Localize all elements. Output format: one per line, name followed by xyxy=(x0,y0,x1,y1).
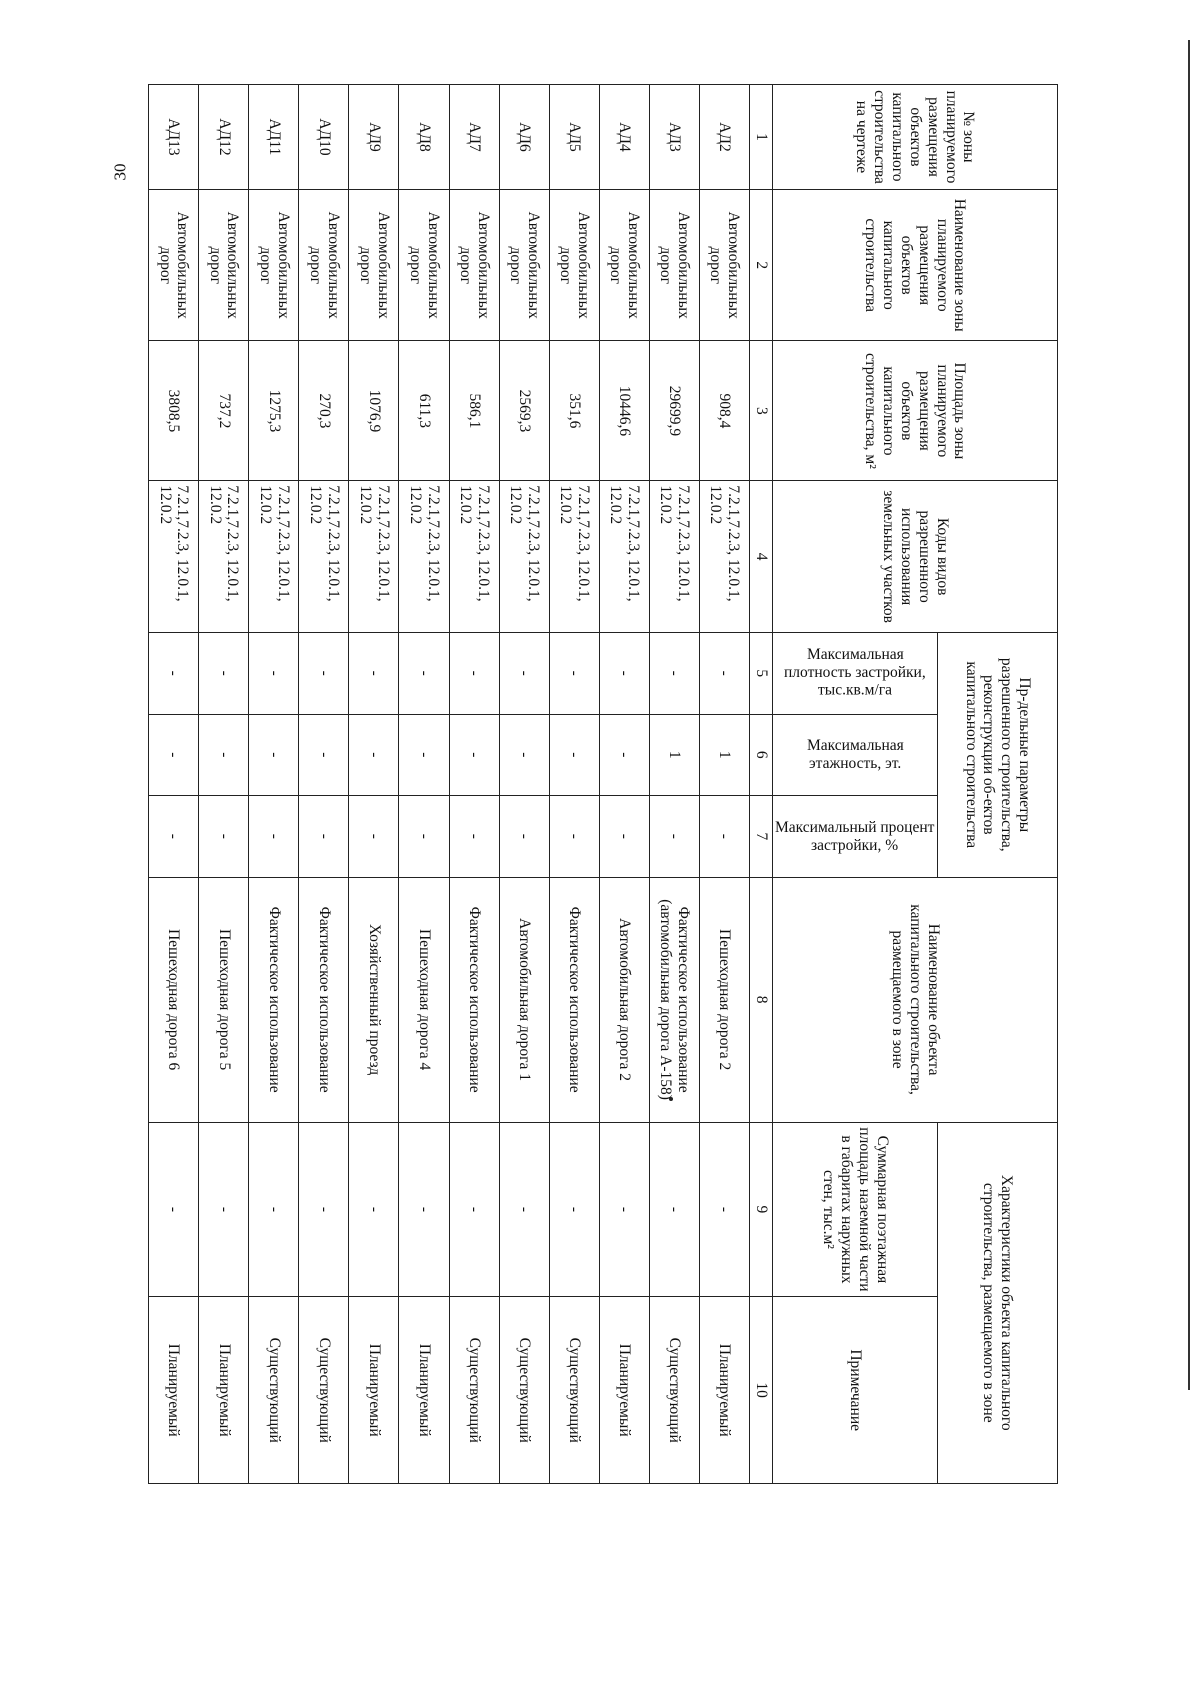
zone-number-cell: АД10 xyxy=(299,85,349,190)
zone-name-cell: Автомобильных дорог xyxy=(599,189,649,341)
max-percent-cell: - xyxy=(249,796,299,878)
max-percent-cell: - xyxy=(499,796,549,878)
zone-area-cell: 908,4 xyxy=(699,341,749,481)
use-codes-cell: 7.2.1,7.2.3, 12.0.1, 12.0.2 xyxy=(199,481,249,633)
use-codes-cell: 7.2.1,7.2.3, 12.0.1, 12.0.2 xyxy=(649,481,699,633)
table-body xyxy=(149,85,750,1484)
max-percent-cell: - xyxy=(149,796,199,878)
max-floors-cell: - xyxy=(299,714,349,796)
zone-name-cell: Автомобильных дорог xyxy=(449,189,499,341)
note-cell: Планируемый xyxy=(349,1297,399,1484)
max-density-cell: - xyxy=(399,632,449,714)
zone-number-cell: АД12 xyxy=(199,85,249,190)
object-name-cell: Автомобильная дорога 2 xyxy=(599,877,649,1122)
zone-name-cell: Автомобильных дорог xyxy=(649,189,699,341)
total-floor-area-cell: - xyxy=(149,1122,199,1297)
note-cell: Существующий xyxy=(499,1297,549,1484)
header-note: Примечание xyxy=(773,1297,938,1484)
max-density-cell: - xyxy=(199,632,249,714)
zones-table xyxy=(148,84,1058,1484)
total-floor-area-cell: - xyxy=(399,1122,449,1297)
max-density-cell: - xyxy=(499,632,549,714)
note-cell: Планируемый xyxy=(699,1297,749,1484)
zone-name-cell: Автомобильных дорог xyxy=(699,189,749,341)
max-percent-cell: - xyxy=(699,796,749,878)
zone-area-cell: 29699,9 xyxy=(649,341,699,481)
zone-name-cell: Автомобильных дорог xyxy=(149,189,199,341)
max-percent-cell: - xyxy=(549,796,599,878)
zone-area-cell: 1275,3 xyxy=(249,341,299,481)
column-number: 10 xyxy=(750,1297,773,1484)
zone-area-cell: 351,6 xyxy=(549,341,599,481)
max-floors-cell: - xyxy=(449,714,499,796)
max-floors-cell: - xyxy=(549,714,599,796)
table-row xyxy=(349,85,399,1484)
total-floor-area-cell: - xyxy=(649,1122,699,1297)
max-percent-cell: - xyxy=(449,796,499,878)
total-floor-area-cell: - xyxy=(199,1122,249,1297)
object-name-cell: Пешеходная дорога 4 xyxy=(399,877,449,1122)
zone-area-cell: 611,3 xyxy=(399,341,449,481)
max-density-cell: - xyxy=(349,632,399,714)
zone-number-cell: АД4 xyxy=(599,85,649,190)
zone-number-cell: АД13 xyxy=(149,85,199,190)
use-codes-cell: 7.2.1,7.2.3, 12.0.1, 12.0.2 xyxy=(349,481,399,633)
total-floor-area-cell: - xyxy=(499,1122,549,1297)
max-floors-cell: - xyxy=(399,714,449,796)
zone-name-cell: Автомобильных дорог xyxy=(349,189,399,341)
column-number: 8 xyxy=(750,877,773,1122)
total-floor-area-cell: - xyxy=(599,1122,649,1297)
max-floors-cell: - xyxy=(199,714,249,796)
use-codes-cell: 7.2.1,7.2.3, 12.0.1, 12.0.2 xyxy=(699,481,749,633)
max-density-cell: - xyxy=(599,632,649,714)
table-row xyxy=(149,85,199,1484)
page-number: 30 xyxy=(110,163,130,181)
object-name-cell: Пешеходная дорога 2 xyxy=(699,877,749,1122)
table-row xyxy=(449,85,499,1484)
header-object-name: Наименование объекта капитального строительства, размещаемого в зоне xyxy=(773,877,1058,1122)
total-floor-area-cell: - xyxy=(299,1122,349,1297)
zone-name-cell: Автомобильных дорог xyxy=(199,189,249,341)
table-row xyxy=(499,85,549,1484)
column-number: 3 xyxy=(750,341,773,481)
zone-area-cell: 270,3 xyxy=(299,341,349,481)
note-cell: Планируемый xyxy=(599,1297,649,1484)
table-row xyxy=(549,85,599,1484)
rotated-table-wrapper xyxy=(148,84,1058,1484)
zone-area-cell: 737,2 xyxy=(199,341,249,481)
max-floors-cell: - xyxy=(349,714,399,796)
zone-number-cell: АД2 xyxy=(699,85,749,190)
zone-name-cell: Автомобильных дорог xyxy=(549,189,599,341)
zone-number-cell: АД9 xyxy=(349,85,399,190)
use-codes-cell: 7.2.1,7.2.3, 12.0.1, 12.0.2 xyxy=(299,481,349,633)
header-group-limits: Пр-дельные параметры разрешенного строительства, реконструкции об-ектов капитального строительства xyxy=(938,632,1058,877)
table-row xyxy=(299,85,349,1484)
header-max-density-text: Максимальная плотность застройки, тыс.кв.м/га xyxy=(784,646,926,700)
header-zone-name: Наименование зоны планируемого размещения объектов капитального строительства xyxy=(773,189,1058,341)
zone-number-cell: АД11 xyxy=(249,85,299,190)
zone-number-cell: АД7 xyxy=(449,85,499,190)
column-number-row xyxy=(750,85,773,1484)
header-max-percent-text: Максимальный процент застройки, % xyxy=(775,818,935,854)
zone-number-cell: АД5 xyxy=(549,85,599,190)
max-density-cell: - xyxy=(449,632,499,714)
use-codes-cell: 7.2.1,7.2.3, 12.0.1, 12.0.2 xyxy=(149,481,199,633)
max-percent-cell: - xyxy=(349,796,399,878)
column-number: 7 xyxy=(750,796,773,878)
header-max-percent xyxy=(773,796,938,878)
header-max-density xyxy=(773,632,938,714)
zone-area-cell: 3808,5 xyxy=(149,341,199,481)
object-name-cell: Фактическое использование xyxy=(249,877,299,1122)
max-density-cell: - xyxy=(549,632,599,714)
column-number: 9 xyxy=(750,1122,773,1297)
object-name-cell: Пешеходная дорога 5 xyxy=(199,877,249,1122)
max-floors-cell: 1 xyxy=(649,714,699,796)
total-floor-area-cell: - xyxy=(449,1122,499,1297)
object-name-cell: Фактическое использование (автомобильная дорога А-158) xyxy=(649,877,699,1122)
header-zone-number: № зоны планируемого размещения объектов капитального строительства на чертеже xyxy=(773,85,1058,190)
use-codes-cell: 7.2.1,7.2.3, 12.0.1, 12.0.2 xyxy=(449,481,499,633)
zone-number-cell: АД3 xyxy=(649,85,699,190)
header-use-codes: Коды видов разрешенного использования земельных участков xyxy=(773,481,1058,633)
table-header xyxy=(750,85,1058,1484)
object-name-cell: Фактическое использование xyxy=(549,877,599,1122)
zone-area-cell: 10446,6 xyxy=(599,341,649,481)
table-row xyxy=(599,85,649,1484)
use-codes-cell: 7.2.1,7.2.3, 12.0.1, 12.0.2 xyxy=(599,481,649,633)
note-cell: Существующий xyxy=(649,1297,699,1484)
use-codes-cell: 7.2.1,7.2.3, 12.0.1, 12.0.2 xyxy=(399,481,449,633)
max-floors-cell: - xyxy=(599,714,649,796)
use-codes-cell: 7.2.1,7.2.3, 12.0.1, 12.0.2 xyxy=(499,481,549,633)
max-percent-cell: - xyxy=(399,796,449,878)
note-cell: Существующий xyxy=(249,1297,299,1484)
header-max-floors-text: Максимальная этажность, эт. xyxy=(806,736,904,772)
object-name-cell: Фактическое использование xyxy=(449,877,499,1122)
table-row xyxy=(199,85,249,1484)
max-density-cell: - xyxy=(149,632,199,714)
table-row xyxy=(649,85,699,1484)
zone-name-cell: Автомобильных дорог xyxy=(499,189,549,341)
total-floor-area-cell: - xyxy=(349,1122,399,1297)
max-percent-cell: - xyxy=(599,796,649,878)
max-percent-cell: - xyxy=(299,796,349,878)
max-floors-cell: 1 xyxy=(699,714,749,796)
max-percent-cell: - xyxy=(199,796,249,878)
table-row xyxy=(249,85,299,1484)
column-number: 4 xyxy=(750,481,773,633)
max-density-cell: - xyxy=(699,632,749,714)
column-number: 2 xyxy=(750,189,773,341)
column-number: 1 xyxy=(750,85,773,190)
note-cell: Планируемый xyxy=(399,1297,449,1484)
use-codes-cell: 7.2.1,7.2.3, 12.0.1, 12.0.2 xyxy=(249,481,299,633)
object-name-cell: Фактическое использование xyxy=(299,877,349,1122)
header-total-floor-area: Суммарная поэтажная площадь наземной части в габаритах наружных стен, тыс.м² xyxy=(773,1122,938,1297)
total-floor-area-cell: - xyxy=(549,1122,599,1297)
note-cell: Существующий xyxy=(449,1297,499,1484)
max-density-cell: - xyxy=(249,632,299,714)
margin-rule xyxy=(1188,40,1190,1390)
use-codes-cell: 7.2.1,7.2.3, 12.0.1, 12.0.2 xyxy=(549,481,599,633)
table-row xyxy=(699,85,749,1484)
zone-area-cell: 2569,3 xyxy=(499,341,549,481)
max-density-cell: - xyxy=(299,632,349,714)
note-cell: Планируемый xyxy=(199,1297,249,1484)
header-group-characteristics: Характеристики объекта капитального строительства, размещаемого в зоне xyxy=(938,1122,1058,1484)
total-floor-area-cell: - xyxy=(699,1122,749,1297)
max-percent-cell: - xyxy=(649,796,699,878)
header-max-floors xyxy=(773,714,938,796)
object-name-cell: Автомобильная дорога 1 xyxy=(499,877,549,1122)
zone-area-cell: 1076,9 xyxy=(349,341,399,481)
table-row xyxy=(399,85,449,1484)
column-number: 5 xyxy=(750,632,773,714)
max-floors-cell: - xyxy=(149,714,199,796)
zone-name-cell: Автомобильных дорог xyxy=(249,189,299,341)
object-name-cell: Пешеходная дорога 6 xyxy=(149,877,199,1122)
header-zone-area: Площадь зоны планируемого размещения объектов капитального строительства, м² xyxy=(773,341,1058,481)
max-floors-cell: - xyxy=(499,714,549,796)
max-floors-cell: - xyxy=(249,714,299,796)
zone-name-cell: Автомобильных дорог xyxy=(299,189,349,341)
note-cell: Планируемый xyxy=(149,1297,199,1484)
column-number: 6 xyxy=(750,714,773,796)
zone-number-cell: АД6 xyxy=(499,85,549,190)
note-cell: Существующий xyxy=(299,1297,349,1484)
zone-area-cell: 586,1 xyxy=(449,341,499,481)
total-floor-area-cell: - xyxy=(249,1122,299,1297)
max-density-cell: - xyxy=(649,632,699,714)
object-name-cell: Хозяйственный проезд xyxy=(349,877,399,1122)
zone-number-cell: АД8 xyxy=(399,85,449,190)
zone-name-cell: Автомобильных дорог xyxy=(399,189,449,341)
note-cell: Существующий xyxy=(549,1297,599,1484)
